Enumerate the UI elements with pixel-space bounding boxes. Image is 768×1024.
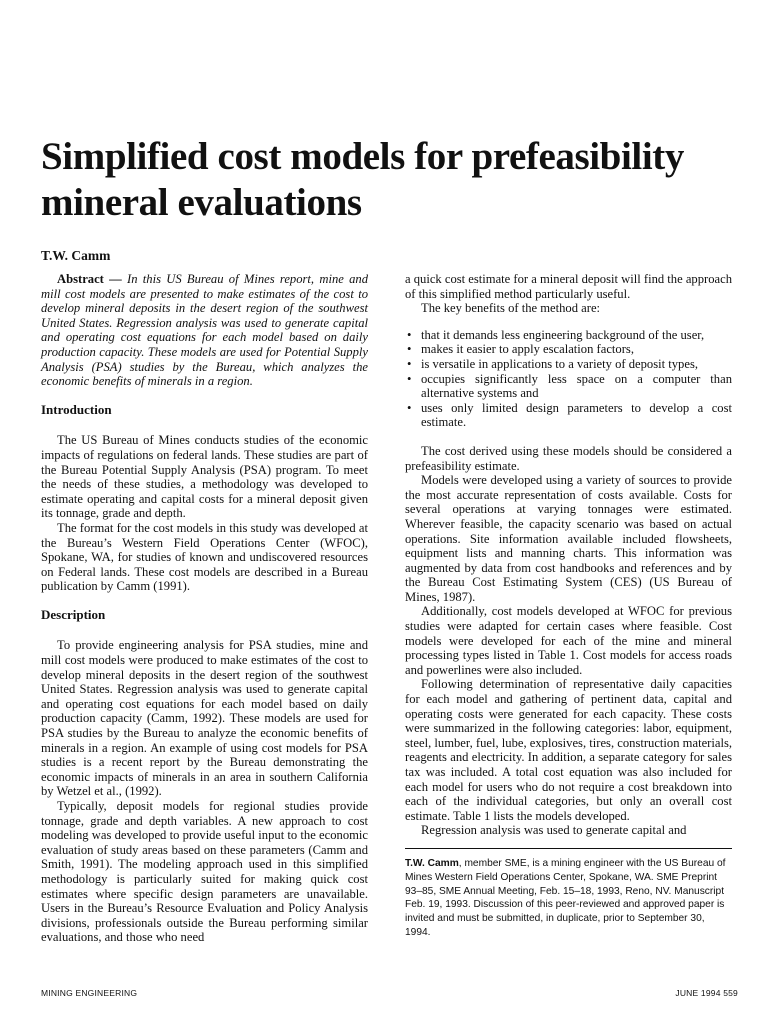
author-name: T.W. Camm	[41, 248, 111, 263]
description-paragraph: Typically, deposit models for regional studies provide tonnage, grade and depth variables. A new approach to cost modeling was developed to provide useful input to the economic evaluation of study areas based on these parameters (Camm and Smith, 1991). The modeling approach used in this simplified methodology is particularly suited for making quick cost estimates where specific design parameters are unavailable. Users in the Bureau’s Resource Evaluation and Policy Analysis divisions, professionals outside the Bureau performing similar evaluations, and those who need	[41, 799, 368, 945]
body-paragraph: Regression analysis was used to generate capital and	[421, 823, 687, 838]
footnote-author: T.W. Camm	[405, 857, 459, 869]
benefit-item: • makes it easier to apply escalation factors,	[405, 342, 732, 357]
description-heading: Description	[41, 606, 106, 622]
continuation-paragraph: a quick cost estimate for a mineral deposit will find the approach of this simplified method particularly useful.	[405, 272, 732, 301]
body-paragraph: The cost derived using these models should be considered a prefeasibility estimate.	[405, 443, 732, 473]
benefits-list	[405, 328, 732, 430]
body-paragraph: Additionally, cost models developed at WFOC for previous studies were adapted for certain cases where feasible. Cost models were developed for each of the mine and mineral processing types listed in Table 1. Cost models for access roads and powerlines were also included.	[405, 604, 732, 677]
introduction-paragraph: The format for the cost models in this study was developed at the Bureau’s Western Field Operations Center (WFOC), Spokane, WA, for studies of known and undiscovered resources on Federal lands. These cost models are described in a Bureau publication by Camm (1991).	[41, 520, 368, 594]
introduction-heading: Introduction	[41, 401, 112, 417]
abstract	[41, 272, 368, 389]
article-title: Simplified cost models for prefeasibility mineral evaluations	[41, 135, 684, 224]
benefit-item: • is versatile in applications to a variety of deposit types,	[405, 357, 732, 372]
benefits-intro: The key benefits of the method are:	[421, 301, 601, 316]
footer-page-number: JUNE 1994 559	[675, 988, 738, 998]
abstract-lead: Abstract —	[57, 272, 128, 286]
abstract-text: In this US Bureau of Mines report, mine and mill cost models are presented to make estimates of the cost to develop mineral deposits in the desert region of the southwest United States. Regression analysis was used to generate capital and operating cost equations for each model based on daily production capacity. These models are used for Potential Supply Analysis (PSA) studies by the Bureau, which analyzes the economic benefits of minerals in a region.	[41, 272, 368, 389]
footer-journal-name: MINING ENGINEERING	[41, 988, 138, 998]
author-footnote	[405, 857, 732, 940]
description-paragraph: To provide engineering analysis for PSA studies, mine and mill cost models were produced to make estimates of the cost to develop mineral deposits in the desert region of the southwest United States. Regression analysis was used to generate capital and operating cost equations for each model based on daily production capacity (Camm, 1992). These models are used for PSA studies by the Bureau to analyze the economic benefits of minerals in a region. An example of using cost models for PSA studies is a recent report by the Bureau demonstrating the economic impacts of minerals in an area in southern California by Wetzel et al., (1992).	[41, 638, 368, 799]
right-column	[405, 272, 732, 940]
benefit-item: • uses only limited design parameters to develop a cost estimate.	[405, 401, 732, 430]
footnote-divider	[405, 848, 732, 849]
body-paragraph: Following determination of representative daily capacities for each model and gathering of pertinent data, capital and operating costs were generated for each capacity. These costs were summarized in the following categories: labor, equipment, steel, lumber, fuel, lube, explosives, tires, construction materials, reagents and electricity. In addition, a separate category for sales tax was included. A total cost equation was also included for each model for users who do not require a cost breakdown into each of the individual categories, but only an overall cost estimate. Table 1 lists the models developed.	[405, 677, 732, 823]
benefit-item: • occupies significantly less space on a computer than alternative systems and	[405, 372, 732, 401]
left-column	[41, 272, 368, 945]
benefit-item: • that it demands less engineering background of the user,	[405, 328, 732, 343]
introduction-paragraph: The US Bureau of Mines conducts studies of the economic impacts of regulations on federal lands. These studies are part of the Bureau Potential Supply Analysis (PSA) program. To meet the needs of these studies, a methodology was developed to estimate operating and capital costs for a mineral deposit given its tonnage, grade and depth.	[41, 433, 368, 521]
footnote-text: , member SME, is a mining engineer with the US Bureau of Mines Western Field Operations Center, Spokane, WA. SME Preprint 93–85, SME Annual Meeting, Feb. 15–18, 1993, Reno, NV. Manuscript Feb. 19, 1993. Discussion of this peer-reviewed and approved paper is invited and must be submitted, in duplicate, prior to September 30, 1994.	[405, 857, 726, 938]
body-paragraph: Models were developed using a variety of sources to provide the most accurate representation of costs available. Costs for several operations at varying tonnages were estimated. Wherever feasible, the capacity scenario was based on actual operations. Site information available included flowsheets, equipment lists and manning charts. This information was augmented by data from cost handbooks and references and by the Bureau Cost Estimating System (CES) (US Bureau of Mines, 1987).	[405, 473, 732, 604]
